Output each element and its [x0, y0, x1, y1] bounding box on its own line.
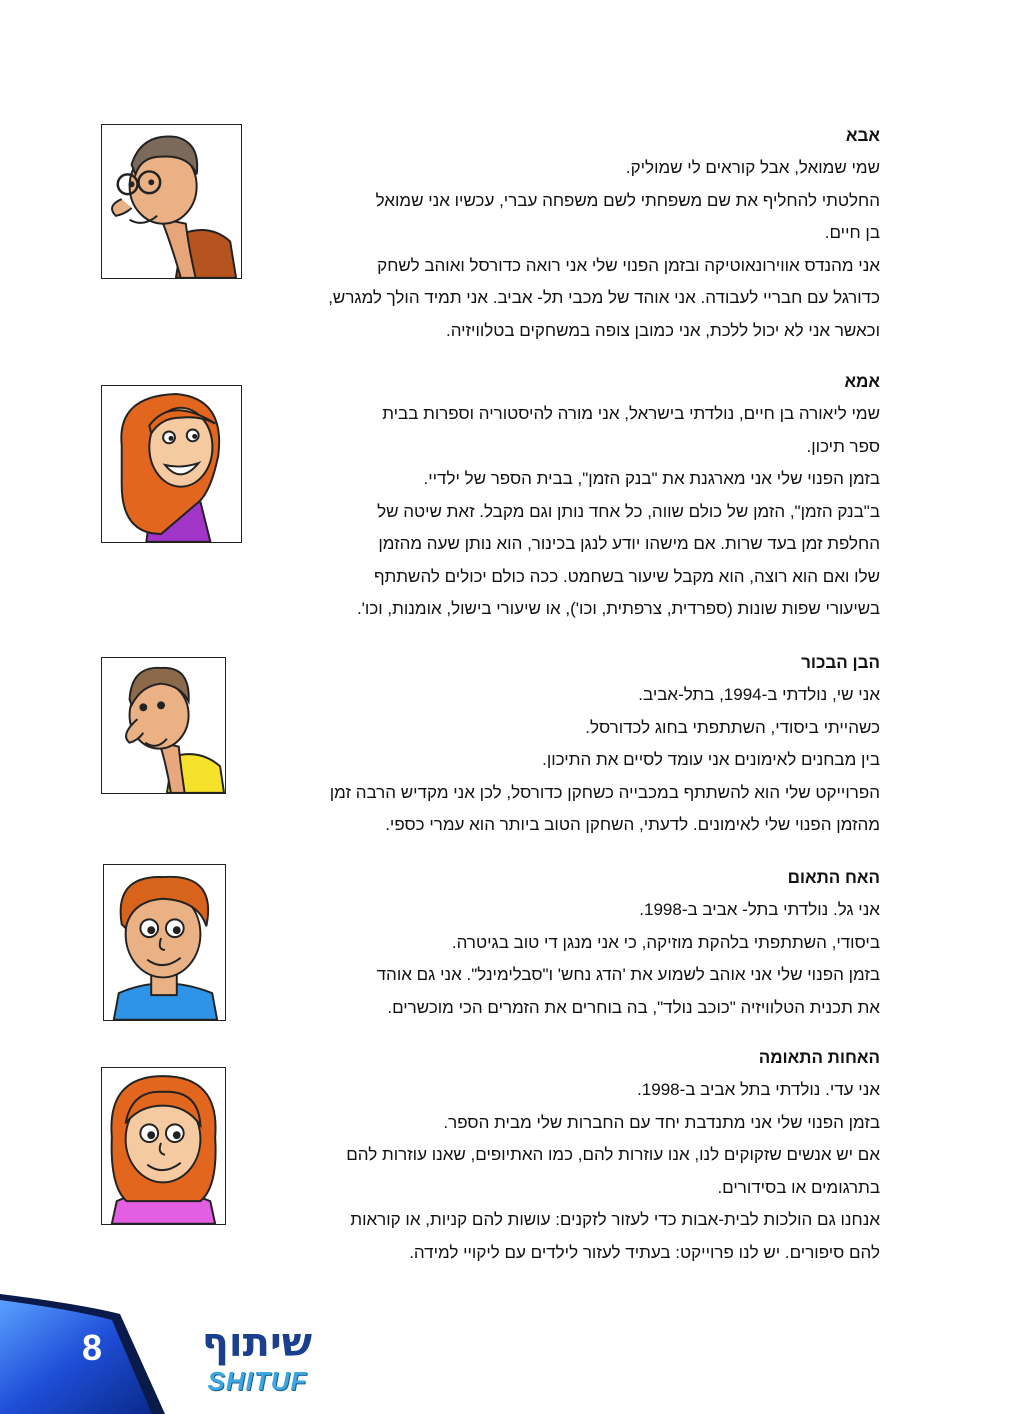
text-line: אני עדי. נולדתי בתל אביב ב-1998. [637, 1080, 880, 1099]
mother-portrait [101, 385, 242, 543]
svg-text:שיתוף: שיתוף [201, 1320, 313, 1366]
text-line: מהזמן הפנוי שלי לאימונים. לדעתי, השחקן הטוב ביותר הוא עמרי כספי. [385, 815, 880, 834]
section-title: האח התאום [787, 868, 880, 887]
text-line: את תכנית הטלוויזיה "כוכב נולד", בה בוחרים את הזמרים הכי מוכשרים. [387, 997, 880, 1017]
text-line: החלפת זמן בעד שרות. אם מישהו יודע לנגן בכינור, הוא נותן שעה מהזמן [378, 534, 880, 553]
section-title: אבא [845, 126, 880, 145]
section-eldest-son [330, 647, 880, 842]
section-twin-brother [377, 862, 880, 1024]
shituf-logo [195, 1312, 320, 1402]
section-title: אמא [844, 372, 880, 391]
text-line: בזמן הפנוי שלי אני אוהב לשמוע את 'הדג נחש' ו"סבלימינל". אני גם אוהד [376, 965, 880, 984]
text-line: בזמן הפנוי שלי אני מתנדבת יחד עם החברות שלי מבית הספר. [443, 1112, 880, 1132]
text-line: בזמן הפנוי שלי אני מארגנת את "בנק הזמן", בבית הספר של ילדיי. [423, 469, 880, 488]
text-line: שלו ואם הוא רוצה, הוא מקבל שיעור בשחמט. ככה כולם יכולים להשתתף [373, 566, 880, 586]
text-line: כשהייתי ביסודי, השתתפתי בחוג לכדורסל. [585, 717, 880, 737]
logo-hebrew-wordmark [195, 1312, 320, 1372]
section-title: האחות התאומה [758, 1048, 880, 1067]
text-line: להם סיפורים. יש לנו פרוייקט: בעתיד לעזור לילדים עם ליקויי למידה. [409, 1242, 880, 1262]
text-line: אם יש אנשים שזקוקים לנו, אנו עוזרות להם, כמו האתיופים, שאנו עוזרות להם [346, 1145, 880, 1164]
section-twin-sister [346, 1042, 880, 1269]
text-line: וכאשר אני לא יכול ללכת, אני כמובן צופה במשחקים בטלוויזיה. [445, 320, 880, 340]
section-title: הבן הבכור [801, 653, 880, 672]
page-number: 8 [81, 1327, 103, 1368]
twin-sister-portrait [101, 1067, 226, 1225]
text-line: אני מהנדס אווירונאוטיקה ובזמן הפנוי שלי אני רואה כדורסל ואוהב לשחק [377, 255, 880, 275]
text-line: הפרוייקט שלי הוא להשתתף במכבייה כשחקן כדורסל, לכן אני מקדיש הרבה זמן [329, 782, 880, 802]
text-line: בין מבחנים לאימונים אני עומד לסיים את התיכון. [542, 750, 880, 769]
text-line: ב"בנק הזמן", הזמן של כולם שווה, כל אחד נותן וגם מקבל. זאת שיטה של [377, 501, 880, 521]
text-line: אני שי, נולדתי ב-1994, בתל-אביב. [638, 685, 880, 704]
twin-brother-portrait [103, 864, 226, 1021]
text-line: שמי שמואל, אבל קוראים לי שמוליק. [625, 158, 880, 177]
text-line: בתרגומים או בסידורים. [717, 1177, 880, 1197]
text-line: שמי ליאורה בן חיים, נולדתי בישראל, אני מורה להיסטוריה וספרות בבית [382, 404, 880, 423]
logo-latin-wordmark: SHITUF [207, 1366, 308, 1396]
text-line: כדורגל עם חבריי לעבודה. אני אוהד של מכבי תל- אביב. אני תמיד הולך למגרש, [328, 288, 880, 307]
father-portrait [101, 124, 242, 279]
text-line: אנחנו גם הולכות לבית-אבות כדי לעזור לזקנים: עושות להם קניות, או קוראות [350, 1210, 880, 1229]
text-line: בן חיים. [824, 223, 880, 242]
section-mother [357, 366, 880, 626]
text-line: החלטתי להחליף את שם משפחתי לשם משפחה עברי, עכשיו אני שמואל [375, 190, 880, 210]
text-line: בשיעורי שפות שונות (ספרדית, צרפתית, וכו'), או שיעורי בישול, אומנות, וכו'. [356, 599, 880, 618]
text-line: אני גל. נולדתי בתל- אביב ב-1998. [639, 900, 880, 919]
section-father [328, 120, 880, 347]
text-line: ספר תיכון. [806, 436, 880, 456]
eldest-son-portrait [101, 657, 226, 794]
text-line: ביסודי, השתתפתי בלהקת מוזיקה, כי אני מנגן די טוב בגיטרה. [451, 932, 880, 952]
